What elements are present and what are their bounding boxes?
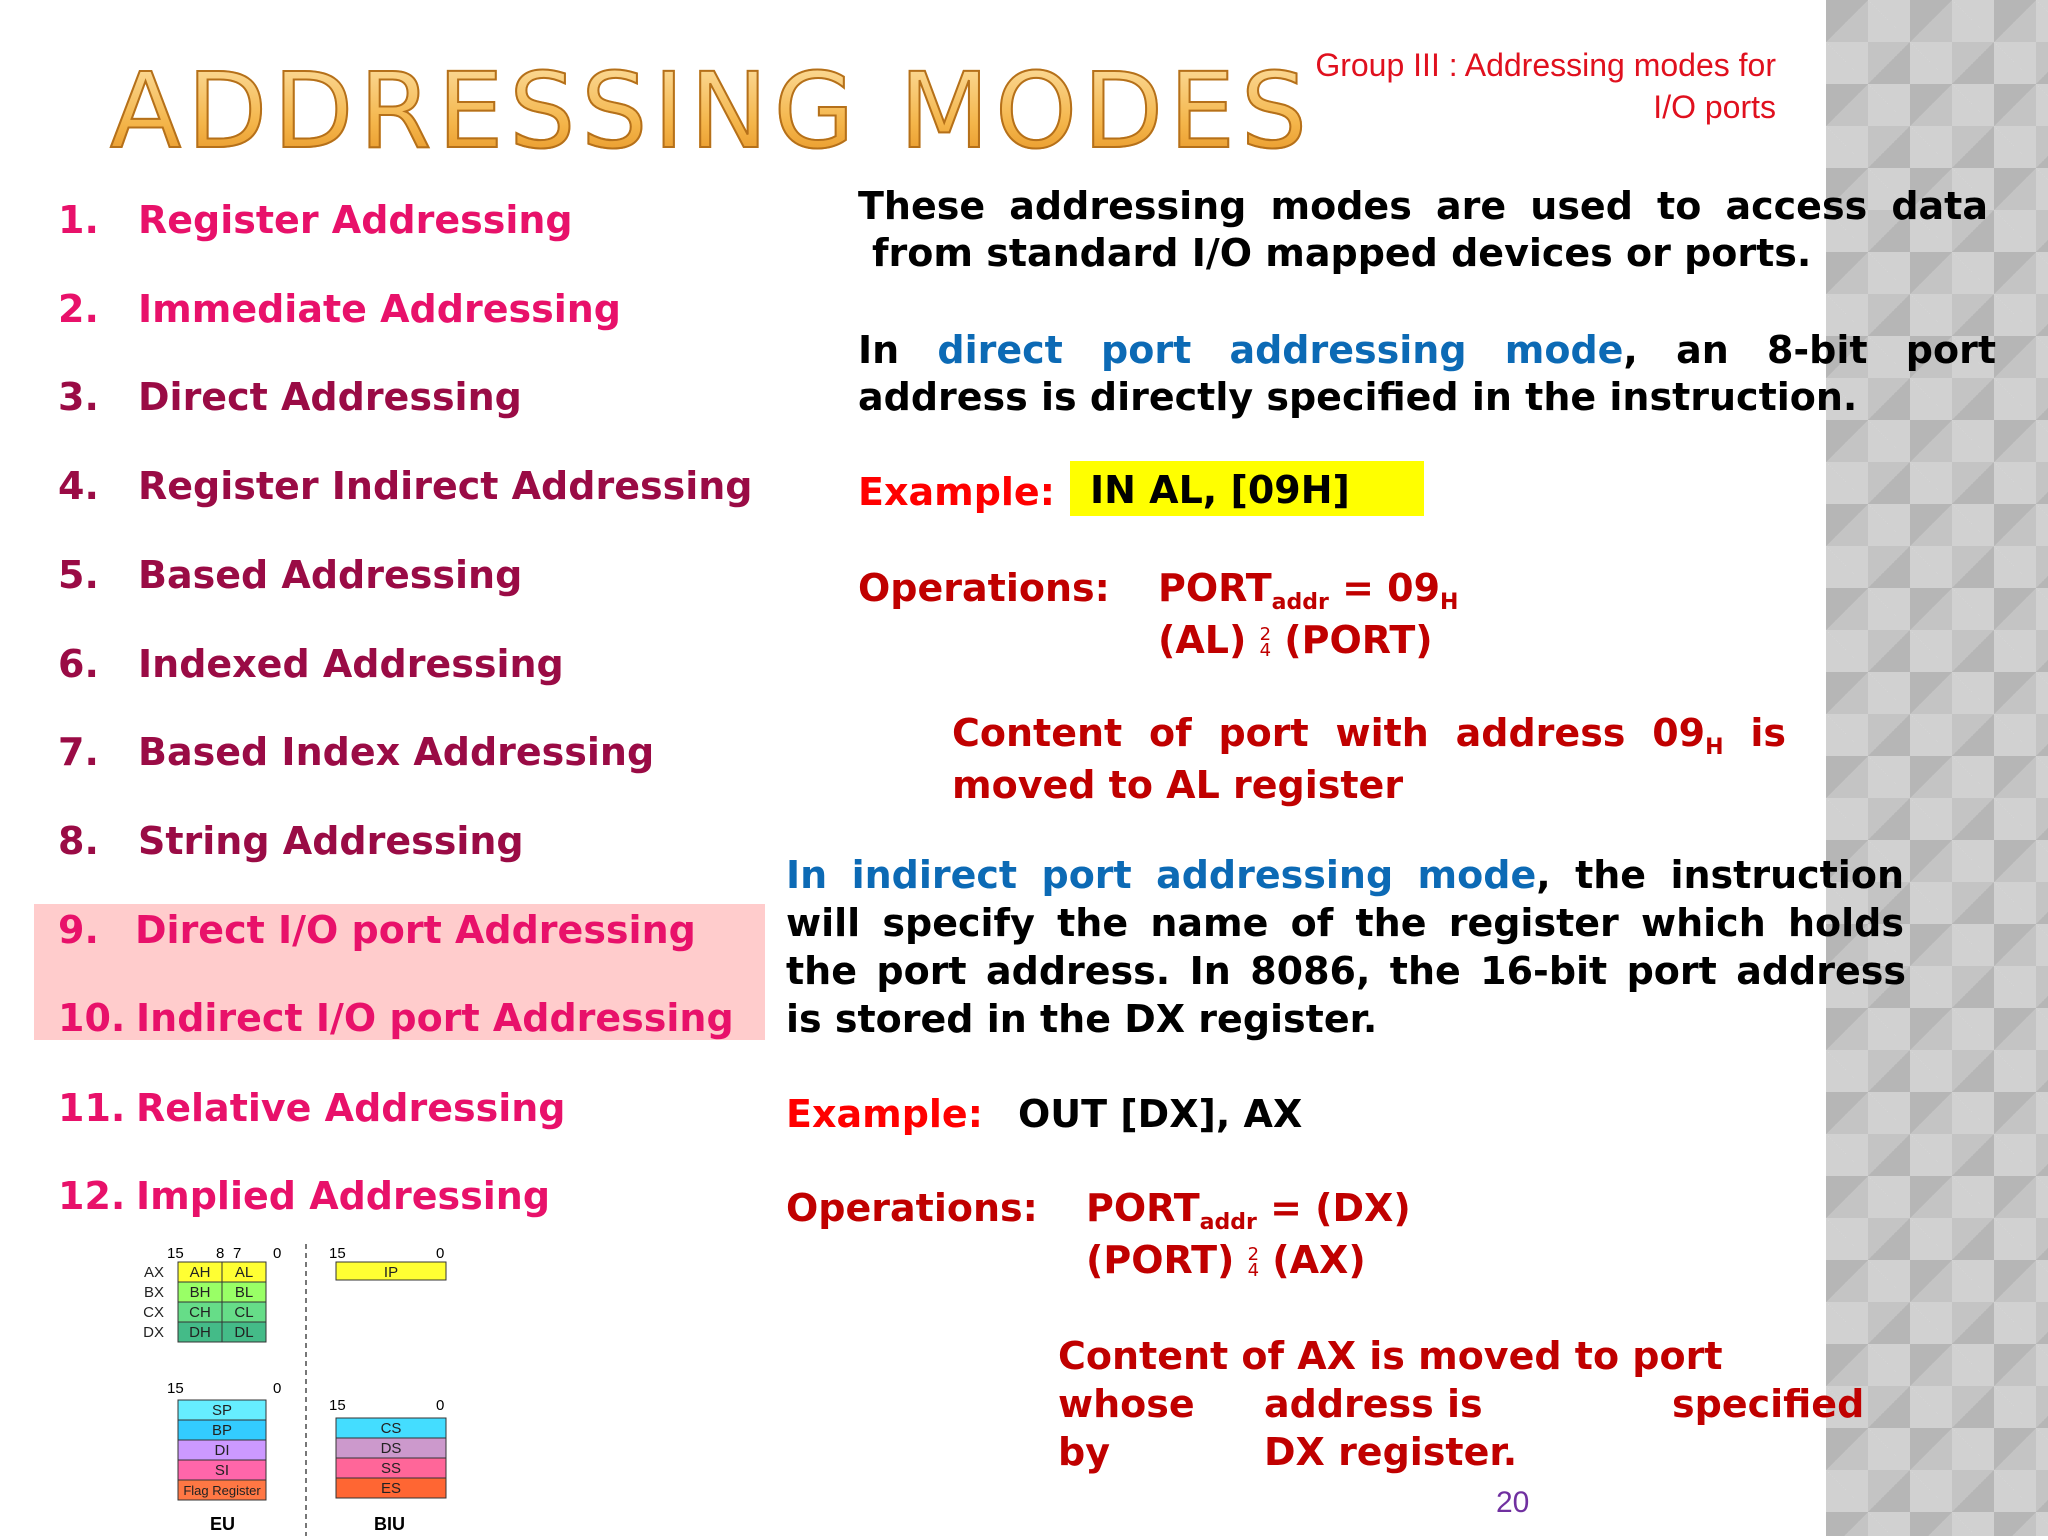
note2-line3-a: by — [1058, 1430, 1110, 1474]
list-item-based-index-addressing: 7. Based Index Addressing — [58, 730, 655, 774]
eu-reg-label-0: SP — [211, 1402, 233, 1419]
eu-reg-label-3: SI — [214, 1462, 230, 1479]
eu-reg-label-4: Flag Register — [183, 1483, 261, 1498]
operations2-line1: $PORT_{addr} = (DX)$ — [1086, 1186, 1411, 1235]
gp-bit-8: 8 — [216, 1245, 225, 1262]
operations1-line1: $PORT_{addr} = 09_H$ — [1158, 566, 1459, 615]
fraction-glyph: 2 4 — [1247, 1243, 1260, 1281]
general-purpose-registers — [143, 1262, 266, 1342]
note2-line3-b: DX register. — [1264, 1430, 1518, 1474]
instruction-pointer-register — [336, 1262, 446, 1281]
eu-reg-label-1: BP — [211, 1422, 233, 1439]
list-item-relative-addressing: 11. Relative Addressing — [58, 1086, 566, 1130]
list-item-direct-addressing: 3. Direct Addressing — [58, 375, 522, 419]
indirect-paragraph-line1: In indirect port addressing mode, the instruction — [786, 853, 1904, 897]
group-title — [1176, 44, 1776, 128]
group-title-line1: Group III : Addressing modes for — [1315, 47, 1776, 83]
seg-bit-15: 15 — [329, 1397, 346, 1414]
segment-registers — [336, 1418, 446, 1498]
note1-line2: moved to AL register — [952, 763, 1404, 807]
gp-high-label-bh: BH — [189, 1284, 211, 1301]
gp-row-name-ax: AX — [143, 1264, 164, 1281]
gp-bit-7: 7 — [233, 1245, 242, 1262]
seg-reg-label-ds: DS — [380, 1440, 402, 1457]
gp-low-label-cl: CL — [234, 1304, 254, 1321]
list-item-immediate-addressing: 2. Immediate Addressing — [58, 287, 621, 331]
eu-bit-0: 0 — [273, 1380, 282, 1397]
gp-row-name-cx: CX — [143, 1304, 164, 1321]
gp-low-label-bl: BL — [234, 1284, 254, 1301]
seg-bit-0: 0 — [436, 1397, 445, 1414]
example2-code: OUT [DX], AX — [1018, 1092, 1303, 1136]
seg-reg-label-es: ES — [380, 1480, 402, 1497]
note2-line2-a: whose — [1058, 1382, 1195, 1426]
note1-line1: Content of port with address $09_H$ is — [952, 711, 1786, 760]
direct-paragraph-line1: In direct port addressing mode, an 8-bit port — [858, 328, 1996, 372]
indirect-paragraph-line4: is stored in the DX register. — [786, 997, 1378, 1041]
list-item-indirect-io-port-addressing: 10. Indirect I/O port Addressing — [58, 996, 734, 1040]
list-item-string-addressing: 8. String Addressing — [58, 819, 524, 863]
eu-bit-15: 15 — [167, 1380, 184, 1397]
slide-title: ADDRESSING MODES — [110, 50, 1313, 172]
note2-line1: Content of AX is moved to port — [1058, 1334, 1723, 1378]
note2-line2-b: address is — [1264, 1382, 1483, 1426]
gp-low-label-dl: DL — [234, 1324, 254, 1341]
decorative-side-panel — [1826, 0, 2048, 1536]
page-number: 20 — [1496, 1486, 1530, 1519]
operations1-line2: (AL) 2 4 (PORT) — [1158, 618, 1433, 662]
gp-high-label-ah: AH — [189, 1264, 211, 1281]
list-item-indexed-addressing: 6. Indexed Addressing — [58, 642, 564, 686]
list-item-register-indirect-addressing: 4. Register Indirect Addressing — [58, 464, 753, 508]
operations1-label: Operations: — [858, 566, 1110, 610]
list-item-based-addressing: 5. Based Addressing — [58, 553, 523, 597]
intro-line1: These addressing modes are used to access data — [858, 184, 1988, 228]
example2-label: Example: — [786, 1092, 983, 1136]
ip-box-label: IP — [383, 1264, 399, 1281]
gp-row-name-bx: BX — [143, 1284, 164, 1301]
indirect-paragraph-line2: will specify the name of the register which holds — [786, 901, 1904, 945]
ip-bit-0: 0 — [436, 1245, 445, 1262]
seg-reg-label-cs: CS — [380, 1420, 402, 1437]
operations2-label: Operations: — [786, 1186, 1038, 1230]
gp-bit-0: 0 — [273, 1245, 282, 1262]
gp-low-label-al: AL — [234, 1264, 254, 1281]
fraction-glyph: 2 4 — [1259, 623, 1272, 661]
register-diagram — [140, 1240, 460, 1536]
biu-label: BIU — [374, 1514, 405, 1534]
direct-paragraph-line2: address is directly specified in the instruction. — [858, 375, 1858, 419]
ip-bit-15: 15 — [329, 1245, 346, 1262]
note2-line2-c: specified — [1672, 1382, 1865, 1426]
list-item-direct-io-port-addressing: 9. Direct I/O port Addressing — [58, 908, 696, 952]
indirect-paragraph-line3: the port address. In 8086, the 16-bit port address — [786, 949, 1906, 993]
eu-reg-label-2: DI — [214, 1442, 230, 1459]
group-title-line2: I/O ports — [1653, 89, 1776, 125]
gp-high-label-dh: DH — [189, 1324, 211, 1341]
list-item-register-addressing: 1. Register Addressing — [58, 198, 573, 242]
intro-line2: from standard I/O mapped devices or ports. — [872, 231, 1812, 275]
indirect-port-term: In indirect port addressing mode — [786, 853, 1537, 897]
seg-reg-label-ss: SS — [380, 1460, 402, 1477]
operations2-line2: (PORT) 2 4 (AX) — [1086, 1238, 1366, 1282]
list-item-implied-addressing: 12. Implied Addressing — [58, 1174, 551, 1218]
example1-code: IN AL, [09H] — [1090, 468, 1350, 512]
direct-port-term: direct port addressing mode — [937, 328, 1624, 372]
gp-high-label-ch: CH — [189, 1304, 211, 1321]
gp-bit-15: 15 — [167, 1245, 184, 1262]
gp-row-name-dx: DX — [143, 1324, 164, 1341]
example1-label: Example: — [858, 470, 1055, 514]
eu-label: EU — [210, 1514, 236, 1534]
eu-registers — [178, 1400, 266, 1500]
register-diagram-svg — [140, 1240, 460, 1536]
